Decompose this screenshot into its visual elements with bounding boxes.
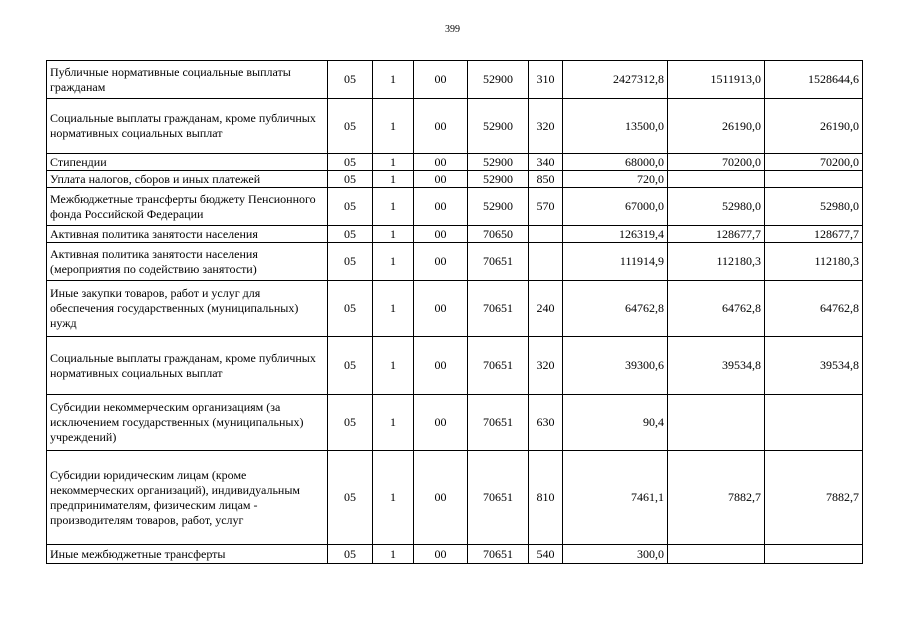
page-number: 399 — [445, 24, 460, 35]
table-row — [47, 451, 863, 545]
expense-type-code-cell: 540 — [529, 545, 563, 564]
amount-year3-cell: 128677,7 — [765, 226, 863, 243]
program-code-cell: 00 — [414, 243, 468, 281]
row-name-cell: Иные межбюджетные трансферты — [47, 545, 328, 564]
row-name-cell: Субсидии юридическим лицам (кроме некоммерческих организаций), индивидуальным предпринимателям, физическим лицам - производителям товаров, работ, услуг — [47, 451, 328, 545]
expense-type-code-cell: 320 — [529, 99, 563, 154]
expense-type-code-cell: 340 — [529, 154, 563, 171]
amount-year1-cell: 126319,4 — [563, 226, 668, 243]
program-code-cell: 00 — [414, 188, 468, 226]
subsection-code-cell: 1 — [373, 99, 414, 154]
program-code-cell: 00 — [414, 226, 468, 243]
subsection-code-cell: 1 — [373, 171, 414, 188]
amount-year2-cell: 1511913,0 — [668, 61, 765, 99]
expense-type-code-cell: 850 — [529, 171, 563, 188]
subsection-code-cell: 1 — [373, 61, 414, 99]
amount-year2-cell: 128677,7 — [668, 226, 765, 243]
amount-year1-cell: 2427312,8 — [563, 61, 668, 99]
amount-year2-cell: 52980,0 — [668, 188, 765, 226]
row-name-cell: Иные закупки товаров, работ и услуг для обеспечения государственных (муниципальных) нужд — [47, 281, 328, 337]
section-code-cell: 05 — [328, 61, 373, 99]
target-code-cell: 70651 — [468, 451, 529, 545]
table-row — [47, 226, 863, 243]
target-code-cell: 70651 — [468, 243, 529, 281]
program-code-cell: 00 — [414, 545, 468, 564]
expense-type-code-cell: 240 — [529, 281, 563, 337]
amount-year2-cell — [668, 395, 765, 451]
expense-type-code-cell: 810 — [529, 451, 563, 545]
expense-type-code-cell: 570 — [529, 188, 563, 226]
subsection-code-cell: 1 — [373, 337, 414, 395]
amount-year3-cell — [765, 545, 863, 564]
target-code-cell: 70651 — [468, 337, 529, 395]
table-row — [47, 188, 863, 226]
table-row — [47, 171, 863, 188]
program-code-cell: 00 — [414, 171, 468, 188]
expense-type-code-cell: 310 — [529, 61, 563, 99]
amount-year2-cell: 26190,0 — [668, 99, 765, 154]
target-code-cell: 70650 — [468, 226, 529, 243]
program-code-cell: 00 — [414, 451, 468, 545]
expense-type-code-cell: 320 — [529, 337, 563, 395]
amount-year2-cell: 70200,0 — [668, 154, 765, 171]
amount-year2-cell: 7882,7 — [668, 451, 765, 545]
row-name-cell: Межбюджетные трансферты бюджету Пенсионного фонда Российской Федерации — [47, 188, 328, 226]
table-row — [47, 395, 863, 451]
row-name-cell: Активная политика занятости населения — [47, 226, 328, 243]
amount-year3-cell — [765, 171, 863, 188]
program-code-cell: 00 — [414, 395, 468, 451]
expense-type-code-cell — [529, 243, 563, 281]
subsection-code-cell: 1 — [373, 451, 414, 545]
subsection-code-cell: 1 — [373, 395, 414, 451]
amount-year1-cell: 7461,1 — [563, 451, 668, 545]
subsection-code-cell: 1 — [373, 226, 414, 243]
section-code-cell: 05 — [328, 395, 373, 451]
section-code-cell: 05 — [328, 281, 373, 337]
table-row — [47, 337, 863, 395]
program-code-cell: 00 — [414, 99, 468, 154]
subsection-code-cell: 1 — [373, 545, 414, 564]
section-code-cell: 05 — [328, 243, 373, 281]
table-row — [47, 545, 863, 564]
amount-year3-cell: 39534,8 — [765, 337, 863, 395]
amount-year1-cell: 68000,0 — [563, 154, 668, 171]
amount-year3-cell: 52980,0 — [765, 188, 863, 226]
amount-year1-cell: 64762,8 — [563, 281, 668, 337]
amount-year3-cell — [765, 395, 863, 451]
section-code-cell: 05 — [328, 337, 373, 395]
table-row — [47, 281, 863, 337]
section-code-cell: 05 — [328, 188, 373, 226]
target-code-cell: 52900 — [468, 188, 529, 226]
section-code-cell: 05 — [328, 451, 373, 545]
row-name-cell: Стипендии — [47, 154, 328, 171]
program-code-cell: 00 — [414, 337, 468, 395]
subsection-code-cell: 1 — [373, 281, 414, 337]
program-code-cell: 00 — [414, 281, 468, 337]
amount-year2-cell: 112180,3 — [668, 243, 765, 281]
row-name-cell: Социальные выплаты гражданам, кроме публичных нормативных социальных выплат — [47, 337, 328, 395]
amount-year1-cell: 720,0 — [563, 171, 668, 188]
subsection-code-cell: 1 — [373, 188, 414, 226]
amount-year1-cell: 67000,0 — [563, 188, 668, 226]
program-code-cell: 00 — [414, 61, 468, 99]
row-name-cell: Активная политика занятости населения (мероприятия по содействию занятости) — [47, 243, 328, 281]
budget-table — [46, 60, 863, 564]
target-code-cell: 70651 — [468, 395, 529, 451]
section-code-cell: 05 — [328, 171, 373, 188]
amount-year3-cell: 1528644,6 — [765, 61, 863, 99]
amount-year1-cell: 13500,0 — [563, 99, 668, 154]
budget-table-body — [47, 61, 863, 564]
amount-year1-cell: 111914,9 — [563, 243, 668, 281]
row-name-cell: Публичные нормативные социальные выплаты гражданам — [47, 61, 328, 99]
target-code-cell: 52900 — [468, 154, 529, 171]
target-code-cell: 52900 — [468, 171, 529, 188]
target-code-cell: 70651 — [468, 281, 529, 337]
program-code-cell: 00 — [414, 154, 468, 171]
subsection-code-cell: 1 — [373, 154, 414, 171]
amount-year1-cell: 300,0 — [563, 545, 668, 564]
target-code-cell: 52900 — [468, 61, 529, 99]
expense-type-code-cell: 630 — [529, 395, 563, 451]
section-code-cell: 05 — [328, 154, 373, 171]
amount-year3-cell: 26190,0 — [765, 99, 863, 154]
amount-year3-cell: 7882,7 — [765, 451, 863, 545]
row-name-cell: Социальные выплаты гражданам, кроме публичных нормативных социальных выплат — [47, 99, 328, 154]
amount-year1-cell: 90,4 — [563, 395, 668, 451]
amount-year3-cell: 112180,3 — [765, 243, 863, 281]
subsection-code-cell: 1 — [373, 243, 414, 281]
section-code-cell: 05 — [328, 226, 373, 243]
amount-year2-cell — [668, 545, 765, 564]
amount-year2-cell: 64762,8 — [668, 281, 765, 337]
amount-year3-cell: 64762,8 — [765, 281, 863, 337]
section-code-cell: 05 — [328, 99, 373, 154]
amount-year2-cell — [668, 171, 765, 188]
table-row — [47, 99, 863, 154]
target-code-cell: 52900 — [468, 99, 529, 154]
row-name-cell: Уплата налогов, сборов и иных платежей — [47, 171, 328, 188]
target-code-cell: 70651 — [468, 545, 529, 564]
amount-year1-cell: 39300,6 — [563, 337, 668, 395]
table-row — [47, 61, 863, 99]
expense-type-code-cell — [529, 226, 563, 243]
table-row — [47, 154, 863, 171]
table-row — [47, 243, 863, 281]
amount-year2-cell: 39534,8 — [668, 337, 765, 395]
section-code-cell: 05 — [328, 545, 373, 564]
amount-year3-cell: 70200,0 — [765, 154, 863, 171]
row-name-cell: Субсидии некоммерческим организациям (за исключением государственных (муниципальных) учреждений) — [47, 395, 328, 451]
